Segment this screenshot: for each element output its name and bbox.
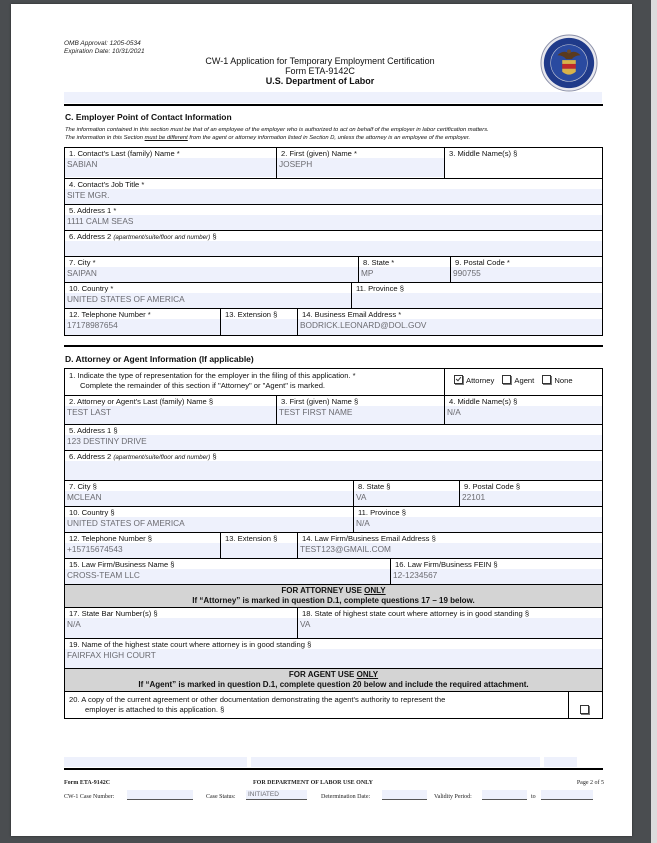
d-firm-name-label: 15. Law Firm/Business Name § [65,559,390,569]
d-address2-label-suffix: § [210,452,217,461]
d-q1-line1: 1. Indicate the type of representation for the employer in the filing of this application. * [69,371,356,380]
attorney-banner-pre: FOR ATTORNEY USE [281,586,365,595]
d-city-label: 7. City § [65,481,353,491]
d-postal-field[interactable]: 22101 [460,491,602,506]
validity-to-label: to [531,794,536,800]
c-phone-cell [65,309,220,335]
c-middle-name-cell [444,148,602,178]
d-q1-cell [65,369,444,395]
note-line2-post: from the agent or attorney information listed in Section D, unless the attorney is an employee of the employer. [187,134,471,141]
c-email-field[interactable]: BODRICK.LEONARD@DOL.GOV [298,319,602,335]
d-email-field[interactable]: TEST123@GMAIL.COM [298,543,602,558]
section-d-title: D. Attorney or Agent Information (If applicable) [65,354,254,364]
case-status-label: Case Status: [206,794,236,800]
d-phone-label: 12. Telephone Number § [65,533,220,543]
attorney-label: Attorney [466,376,495,385]
c-city-label: 7. City * [65,257,358,267]
attorney-banner-line2: If “Attorney” is marked in question D.1, complete questions 17 – 19 below. [192,596,475,605]
attorney-checkbox[interactable] [454,375,463,384]
validity-period-label: Validity Period: [434,794,472,800]
d-middle-name-cell [444,396,602,424]
d-city-field[interactable]: MCLEAN [65,491,353,506]
representation-options [445,369,602,385]
bottom-field-2[interactable] [251,757,540,767]
c-job-title-label: 4. Contact's Job Title * [65,179,602,189]
d-q20-text [65,692,568,715]
d-middle-name-label: 4. Middle Name(s) § [445,396,602,406]
d-q20-line1: 20. A copy of the current agreement or other documentation demonstrating the agent's authority to represent the [69,695,446,704]
d-fein-cell [390,559,602,584]
c-phone-label: 12. Telephone Number * [65,309,220,319]
c-first-name-cell [276,148,444,178]
d-address2-label-italic: (apartment/suite/floor and number) [113,454,211,461]
agent-banner-pre: FOR AGENT USE [288,670,357,679]
d-q20-checkbox-cell [568,692,602,718]
expiration-date: Expiration Date: 10/31/2021 [64,48,145,55]
none-checkbox[interactable] [542,375,551,384]
d-province-cell [353,507,602,532]
c-province-cell [351,283,602,308]
section-c-note [65,127,610,142]
c-phone-field[interactable]: 17178987654 [65,319,220,335]
d-first-name-cell [276,396,444,424]
bottom-field-1[interactable] [64,757,247,767]
d-last-name-cell [65,396,276,424]
d-address2-label [65,451,602,461]
d-country-field[interactable]: UNITED STATES OF AMERICA [65,517,353,532]
attorney-banner-only: ONLY [364,586,386,595]
c-country-field[interactable]: UNITED STATES OF AMERICA [65,293,351,308]
d-q1-text [65,369,444,391]
determination-date-label: Determination Date: [321,794,371,800]
bottom-shaded-fields [64,757,604,767]
attorney-banner-line1 [65,586,602,596]
c-extension-cell [220,309,297,335]
case-number-field[interactable] [127,790,193,800]
d-email-label: 14. Law Firm/Business Email Address § [298,533,602,543]
d-fein-label: 16. Law Firm/Business FEIN § [391,559,602,569]
d-last-name-label: 2. Attorney or Agent's Last (family) Name § [65,396,276,406]
c-province-field[interactable] [352,293,602,308]
note-line2 [65,135,610,143]
agent-checkbox[interactable] [502,375,511,384]
d-phone-cell [65,533,220,558]
c-country-label: 10. Country * [65,283,351,293]
c-state-field[interactable]: MP [359,267,450,282]
c-address2-label [65,231,602,241]
d-phone-field[interactable]: +15715674543 [65,543,220,558]
d-fein-field[interactable]: 12-1234567 [391,569,602,584]
c-last-name-cell [65,148,276,178]
d-extension-cell [220,533,297,558]
d-address1-field[interactable]: 123 DESTINY DRIVE [65,435,602,450]
q20-checkbox[interactable] [580,705,589,714]
c-first-name-field[interactable]: JOSEPH [277,158,444,177]
d-q20-line2: employer is attached to this application. § [85,705,225,714]
case-number-label: CW-1 Case Number: [64,794,115,800]
section-d-grid [64,368,603,719]
c-address2-label-suffix: § [210,232,217,241]
omb-info [64,40,145,56]
d-state-label: 8. State § [354,481,459,491]
d-address2-cell [65,451,602,480]
option-none[interactable] [542,376,572,385]
c-province-label: 11. Province § [352,283,602,293]
form-title [120,56,520,86]
option-attorney[interactable] [454,376,494,385]
d-firm-name-field[interactable]: CROSS-TEAM LLC [65,569,390,584]
d-court-name-cell [65,639,602,668]
case-status-field[interactable]: INITIATED [246,790,307,800]
d-country-label: 10. Country § [65,507,353,517]
header-rule [64,104,603,106]
agent-use-banner [65,668,602,692]
validity-from-field[interactable] [482,790,527,800]
section-c-title: C. Employer Point of Contact Information [65,112,232,122]
d-representation-cell [444,369,602,395]
attorney-use-banner [65,584,602,608]
c-last-name-field[interactable]: SABIAN [65,158,276,177]
d-bar-number-field[interactable]: N/A [65,618,297,638]
c-last-name-label: 1. Contact's Last (family) Name * [65,148,276,158]
d-q20-cell [65,692,568,718]
d-court-name-label: 19. Name of the highest state court where attorney is in good standing § [65,639,602,649]
d-first-name-label: 3. First (given) Name § [277,396,444,406]
c-email-cell [297,309,602,335]
d-address1-label: 5. Address 1 § [65,425,602,435]
omb-approval: OMB Approval: 1205-0534 [64,40,141,47]
dol-seal-icon [540,34,598,92]
c-address1-field[interactable]: 1111 CALM SEAS [65,215,602,230]
c-country-cell [65,283,351,308]
d-state-field[interactable]: VA [354,491,459,506]
d-state-cell [353,481,459,506]
d-postal-cell [459,481,602,506]
d-bar-number-cell [65,608,297,638]
d-court-state-cell [297,608,602,638]
c-middle-name-label: 3. Middle Name(s) § [445,148,602,158]
c-postal-cell [450,257,602,282]
c-city-cell [65,257,358,282]
agent-banner-line2: If “Agent” is marked in question D.1, complete question 20 below and include the required attachment. [138,680,529,689]
title-line3: U.S. Department of Labor [265,76,375,86]
agent-banner-line1 [65,670,602,680]
d-city-cell [65,481,353,506]
c-postal-field[interactable]: 990755 [451,267,602,282]
validity-to-field[interactable] [541,790,593,800]
footer-page-number: Page 2 of 5 [576,780,604,786]
d-firm-name-cell [65,559,390,584]
d-middle-name-field[interactable]: N/A [445,406,602,424]
d-court-name-field[interactable]: FAIRFAX HIGH COURT [65,649,602,668]
c-state-cell [358,257,450,282]
c-address1-label: 5. Address 1 * [65,205,602,215]
c-address1-cell [65,205,602,230]
footer-rule [64,768,603,770]
note-line2-pre: The information in this Section [65,134,145,141]
d-address2-label-text: 6. Address 2 [69,452,114,461]
note-line1: The information contained in this section must be that of an employee of the employer who is authorized to act on behalf of the employer in labor certification matters. [65,127,489,133]
d-bar-number-label: 17. State Bar Number(s) § [65,608,297,618]
d-country-cell [65,507,353,532]
title-line1: CW-1 Application for Temporary Employment Certification [205,56,435,66]
c-postal-label: 9. Postal Code * [451,257,602,267]
header-shade [64,92,602,103]
c-email-label: 14. Business Email Address * [298,309,602,319]
c-city-field[interactable]: SAIPAN [65,267,358,282]
note-line2-underline: must be different [144,134,188,141]
d-court-state-label: 18. State of highest state court where attorney is in good standing § [298,608,602,618]
none-label: None [554,376,573,385]
d-postal-label: 9. Postal Code § [460,481,602,491]
d-province-label: 11. Province § [354,507,602,517]
c-address2-field[interactable] [65,241,602,256]
c-first-name-label: 2. First (given) Name * [277,148,444,158]
c-address2-label-text: 6. Address 2 [69,232,114,241]
c-state-label: 8. State * [359,257,450,267]
option-agent[interactable] [502,376,534,385]
d-address2-field[interactable] [65,461,602,480]
title-line2: Form ETA-9142C [285,66,355,76]
section-divider [64,345,603,347]
d-extension-label: 13. Extension § [221,533,297,543]
footer-form-name: Form ETA-9142C [64,780,111,786]
d-province-field[interactable]: N/A [354,517,602,532]
footer-dol-use: FOR DEPARTMENT OF LABOR USE ONLY [253,780,373,786]
d-last-name-field[interactable]: TEST LAST [65,406,276,424]
c-address2-cell [65,231,602,256]
agent-banner-only: ONLY [356,670,379,679]
d-address1-cell [65,425,602,450]
bottom-field-3[interactable] [544,757,577,767]
determination-date-field[interactable] [382,790,427,800]
c-middle-name-field[interactable] [445,158,602,177]
c-job-title-cell [65,179,602,204]
d-email-cell [297,533,602,558]
agent-label: Agent [514,376,535,385]
d-court-state-field[interactable]: VA [298,618,602,638]
d-q1-line2: Complete the remainder of this section if "Attorney" or "Agent" is marked. [80,381,326,390]
c-extension-label: 13. Extension § [221,309,297,319]
d-extension-field[interactable] [221,543,297,558]
c-extension-field[interactable] [221,319,297,335]
scrollbar[interactable] [651,0,657,843]
c-address2-label-italic: (apartment/suite/floor and number) [113,234,211,241]
c-job-title-field[interactable]: SITE MGR. [65,189,602,204]
section-c-grid [64,147,603,336]
d-first-name-field[interactable]: TEST FIRST NAME [277,406,444,424]
